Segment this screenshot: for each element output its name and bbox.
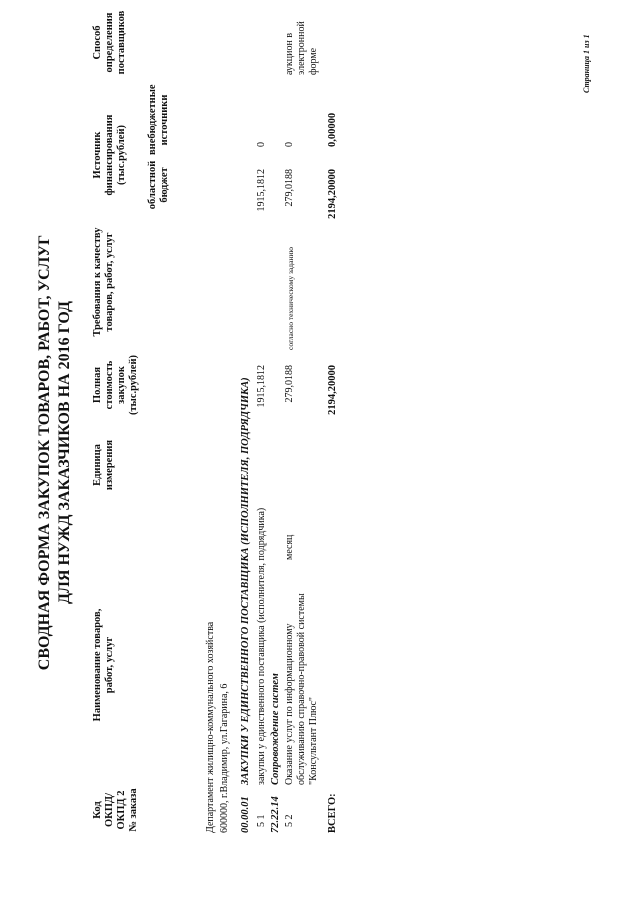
header-financing: Источник финансирования (тыс.рублей) [92,114,127,196]
row-code: 5 1 [256,814,267,827]
total-cost: 2194,20000 [327,365,338,415]
customer-name: Департамент жилищно-коммунального хозяйства [205,621,216,833]
document-title-line1: СВОДНАЯ ФОРМА ЗАКУПОК ТОВАРОВ, РАБОТ, УСЛУГ [36,234,53,671]
row-regional: 279,0188 [284,169,295,207]
row-name: Оказание услуг по информационному обслуживанию справочно-правовой системы "Консультант Плюс" [284,593,319,785]
header-name: Наименование товаров, работ, услуг [92,608,115,722]
row-requirements: согласно техническому заданию [286,246,295,350]
header-code: Код ОКПД/ ОКПД 2 № заказа [92,788,139,832]
header-method: Способ определения поставщиков [92,10,127,75]
row-name: закупки у единственного поставщика (исполнителя, подрядчика) [256,507,267,785]
row-code: 5 2 [284,814,295,827]
row-total: 1915,1812 [256,365,267,408]
row-regional: 1915,1812 [256,169,267,212]
header-fin-extrabudget: внебюджетные источники [147,84,170,155]
section-title: ЗАКУПКИ У ЕДИНСТВЕННОГО ПОСТАВЩИКА (ИСПОЛНИТЕЛЯ, ПОДРЯДЧИКА) [240,377,251,785]
section-code: 00.00.01 [240,796,251,833]
customer-address: 600000, г.Владимир, ул.Гагарина, 6 [219,683,230,833]
header-requirements: Требования к качеству товаров, работ, услуг [92,227,115,337]
row-unit: месяц [284,534,295,560]
group-code: 72.22.14 [270,796,281,833]
row-extrabudget: 0 [284,142,295,147]
header-total-cost: Полная стоимость закупок (тыс.рублей) [92,354,139,416]
header-fin-regional: областной бюджет [147,160,170,210]
total-label: ВСЕГО: [327,793,338,833]
row-extrabudget: 0 [256,142,267,147]
header-unit: Единица измерения [92,439,115,491]
total-regional: 2194,20000 [327,169,338,219]
group-name: Сопровождение систем [270,673,281,785]
page-footer: Страница 1 из 1 [582,34,591,93]
total-extrabudget: 0,00000 [327,112,338,147]
row-total: 279,0188 [284,365,295,403]
document-title-line2: ДЛЯ НУЖД ЗАКАЗЧИКОВ НА 2016 ГОД [56,300,73,605]
row-method: аукцион в электронной форме [284,21,319,75]
